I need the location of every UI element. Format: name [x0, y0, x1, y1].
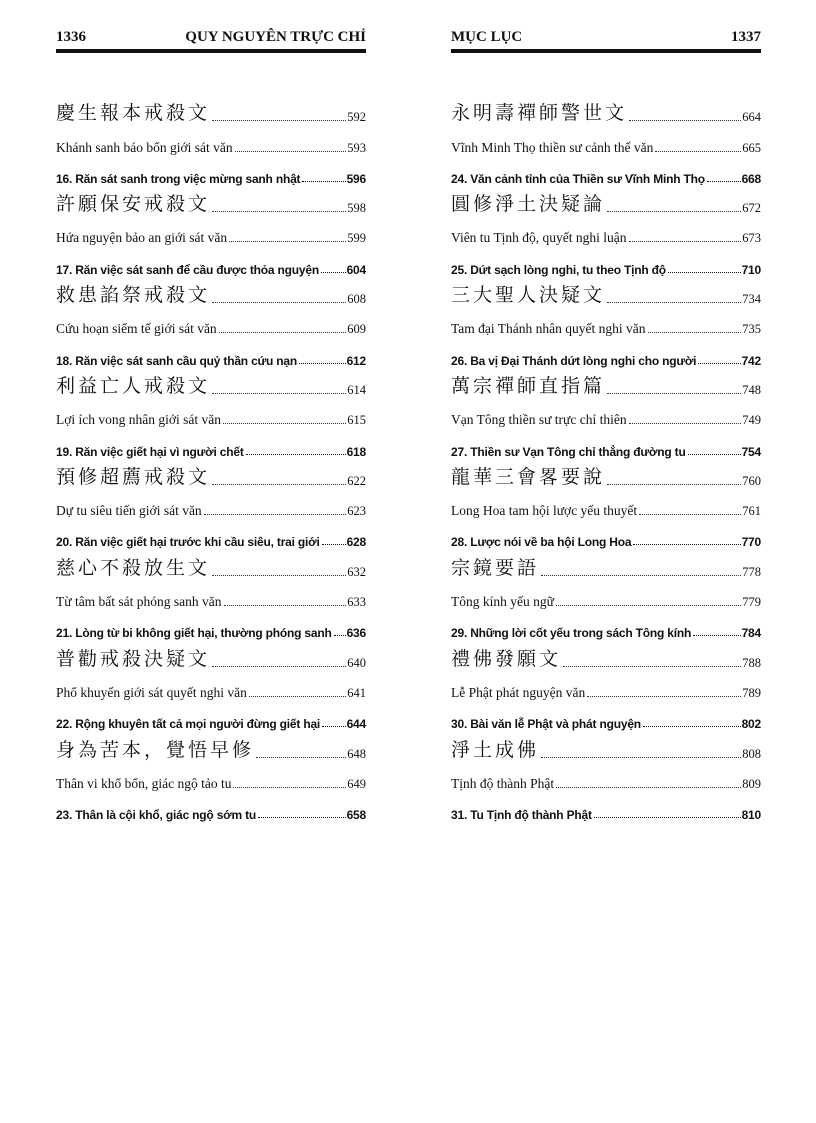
toc-entry-page: 649 — [347, 776, 366, 791]
toc-entry-page: 734 — [742, 292, 761, 307]
toc-entry — [451, 428, 761, 458]
toc-entry-page: 612 — [346, 353, 366, 368]
dot-leader — [219, 332, 347, 333]
dot-leader — [212, 120, 346, 121]
toc-entry — [451, 489, 761, 519]
toc-entry-page: 668 — [741, 171, 761, 186]
toc-entry-title: 29. Những lời cốt yếu trong sách Tông kính — [451, 626, 692, 641]
toc-entry — [56, 307, 366, 337]
toc-entry-page: 640 — [347, 655, 366, 670]
dot-leader — [322, 544, 346, 545]
right-header-rule — [451, 49, 761, 53]
left-page — [56, 26, 366, 822]
toc-entry-title: 慈心不殺放生文 — [56, 556, 211, 579]
toc-entry-title: Tông kính yếu ngữ — [451, 594, 554, 610]
toc-entry-title: Lễ Phật phát nguyện văn — [451, 684, 586, 700]
toc-entry — [56, 731, 366, 761]
dot-leader — [629, 120, 741, 121]
toc-entry — [56, 549, 366, 579]
toc-entry — [451, 277, 761, 307]
dot-leader — [541, 757, 741, 758]
toc-entry-title: 25. Dứt sạch lòng nghi, tu theo Tịnh độ — [451, 262, 666, 277]
toc-entry — [56, 489, 366, 519]
toc-entry-title: 17. Răn việc sát sanh để cầu được thỏa nguyện — [56, 262, 319, 277]
toc-entry — [56, 246, 366, 276]
toc-entry — [56, 671, 366, 701]
toc-entry-page: 761 — [742, 504, 761, 519]
dot-leader — [223, 423, 346, 424]
toc-entry-title: 利益亡人戒殺文 — [56, 374, 211, 397]
toc-entry — [56, 216, 366, 246]
toc-entry-title: Vĩnh Minh Thọ thiền sư cảnh thế văn — [451, 139, 654, 155]
toc-entry-page: 760 — [742, 473, 761, 488]
toc-entry — [56, 792, 366, 822]
toc-entry-page: 658 — [346, 808, 366, 823]
dot-leader — [556, 605, 741, 606]
toc-entry — [451, 216, 761, 246]
dot-leader — [212, 393, 346, 394]
right-page — [451, 26, 761, 822]
dot-leader — [698, 363, 740, 364]
toc-entry-page: 735 — [742, 322, 761, 337]
toc-entry — [451, 731, 761, 761]
toc-entry-page: 779 — [742, 595, 761, 610]
toc-entry-page: 664 — [742, 110, 761, 125]
toc-entry-page: 808 — [742, 746, 761, 761]
toc-entry-title: Cứu hoạn siểm tế giới sát văn — [56, 321, 217, 337]
toc-entry-title: 24. Văn cảnh tỉnh của Thiền sư Vĩnh Minh Thọ — [451, 171, 705, 186]
toc-entry-page: 673 — [742, 231, 761, 246]
toc-entry — [56, 368, 366, 398]
toc-entry-title: Thân vi khổ bổn, giác ngộ tảo tu — [56, 775, 232, 791]
dot-leader — [322, 726, 346, 727]
toc-entry-page: 622 — [347, 473, 366, 488]
toc-entry-title: Từ tâm bất sát phóng sanh văn — [56, 594, 222, 610]
toc-entry-title: 龍華三會畧要說 — [451, 465, 606, 488]
toc-entry-title: 預修超薦戒殺文 — [56, 465, 211, 488]
toc-entry-page: 592 — [347, 110, 366, 125]
toc-entry-title: 宗鏡要語 — [451, 556, 540, 579]
toc-entry — [56, 125, 366, 155]
toc-entry-page: 802 — [741, 717, 761, 732]
toc-entry — [56, 428, 366, 458]
toc-entry — [56, 398, 366, 428]
dot-leader — [302, 181, 345, 182]
dot-leader — [648, 332, 742, 333]
toc-entry-page: 598 — [347, 201, 366, 216]
toc-entry-title: Tam đại Thánh nhân quyết nghi văn — [451, 321, 646, 337]
toc-entry-page: 648 — [347, 746, 366, 761]
toc-entry-page: 641 — [347, 685, 366, 700]
dot-leader — [249, 696, 346, 697]
dot-leader — [233, 787, 346, 788]
dot-leader — [655, 151, 741, 152]
left-page-header — [56, 26, 366, 48]
toc-entry-page: 788 — [742, 655, 761, 670]
dot-leader — [204, 514, 347, 515]
dot-leader — [563, 666, 741, 667]
toc-entry — [56, 519, 366, 549]
toc-entry-title: 圓修淨土決疑論 — [451, 193, 606, 216]
dot-leader — [688, 454, 741, 455]
left-header-rule — [56, 49, 366, 53]
toc-entry-page: 665 — [742, 140, 761, 155]
toc-entry-title: Tịnh độ thành Phật — [451, 775, 555, 791]
toc-entry — [451, 186, 761, 216]
toc-entry-title: 救患諂祭戒殺文 — [56, 284, 211, 307]
toc-entry-title: 21. Lòng từ bi không giết hại, thường phóng sanh — [56, 626, 332, 641]
toc-entry-title: 28. Lược nói về ba hội Long Hoa — [451, 535, 632, 550]
toc-entry — [56, 156, 366, 186]
toc-entry — [56, 640, 366, 670]
toc-entry — [56, 762, 366, 792]
toc-entry — [56, 337, 366, 367]
dot-leader — [246, 454, 346, 455]
toc-entry — [451, 307, 761, 337]
dot-leader — [299, 363, 346, 364]
toc-entry-title: 30. Bài văn lễ Phật và phát nguyện — [451, 717, 641, 732]
toc-entry — [56, 701, 366, 731]
toc-entry-title: 三大聖人決疑文 — [451, 284, 606, 307]
dot-leader — [256, 757, 346, 758]
dot-leader — [212, 575, 346, 576]
toc-entry — [451, 368, 761, 398]
dot-leader — [629, 241, 742, 242]
toc-entry-title: 身為苦本，覺悟早修 — [56, 738, 255, 761]
toc-entry-page: 614 — [347, 382, 366, 397]
left-page-number: 1336 — [56, 29, 86, 45]
toc-entry-title: Lợi ích vong nhân giới sát văn — [56, 412, 221, 428]
dot-leader — [607, 484, 741, 485]
toc-entry — [451, 459, 761, 489]
toc-entry — [56, 277, 366, 307]
toc-entry-title: Hứa nguyện bảo an giới sát văn — [56, 230, 228, 246]
toc-entry-page: 710 — [741, 262, 761, 277]
toc-entry-page: 784 — [741, 626, 761, 641]
dot-leader — [212, 484, 346, 485]
toc-entry-title: Long Hoa tam hội lược yếu thuyết — [451, 503, 638, 519]
toc-entry — [451, 519, 761, 549]
toc-entry-page: 644 — [346, 717, 366, 732]
dot-leader — [643, 726, 741, 727]
right-page-number: 1337 — [731, 29, 761, 45]
dot-leader — [556, 787, 741, 788]
toc-entry — [451, 337, 761, 367]
dot-leader — [607, 302, 741, 303]
toc-entry-title: 19. Răn việc giết hại vì người chết — [56, 444, 244, 459]
dot-leader — [668, 272, 741, 273]
toc-entry-title: 31. Tu Tịnh độ thành Phật — [451, 808, 592, 823]
dot-leader — [212, 211, 346, 212]
toc-entry — [451, 580, 761, 610]
toc-entry-page: 770 — [741, 535, 761, 550]
toc-entry — [56, 186, 366, 216]
toc-entry-title: 萬宗禪師直指篇 — [451, 374, 606, 397]
toc-entry-page: 809 — [742, 776, 761, 791]
toc-entry — [451, 125, 761, 155]
dot-leader — [224, 605, 347, 606]
toc-entry-title: Khánh sanh báo bổn giới sát văn — [56, 139, 233, 155]
toc-entry-title: 許願保安戒殺文 — [56, 193, 211, 216]
toc-entry — [451, 95, 761, 125]
dot-leader — [629, 423, 742, 424]
dot-leader — [693, 635, 740, 636]
toc-entry-title: 慶生報本戒殺文 — [56, 102, 211, 125]
toc-entry-page: 672 — [742, 201, 761, 216]
toc-entry-page: 608 — [347, 292, 366, 307]
toc-entry-page: 754 — [741, 444, 761, 459]
right-page-header — [451, 26, 761, 48]
dot-leader — [258, 817, 346, 818]
toc-entry-title: Phổ khuyến giới sát quyết nghi văn — [56, 684, 247, 700]
dot-leader — [633, 544, 740, 545]
toc-entry-title: 16. Răn sát sanh trong việc mừng sanh nhật — [56, 171, 301, 186]
toc-entry — [56, 95, 366, 125]
toc-entry-page: 633 — [347, 595, 366, 610]
dot-leader — [321, 272, 346, 273]
toc-entry — [451, 246, 761, 276]
toc-entry — [56, 580, 366, 610]
right-toc-list — [451, 95, 761, 822]
toc-entry — [451, 156, 761, 186]
dot-leader — [334, 635, 346, 636]
toc-entry-page: 596 — [346, 171, 366, 186]
toc-entry-page: 604 — [346, 262, 366, 277]
dot-leader — [212, 302, 346, 303]
toc-entry — [451, 640, 761, 670]
toc-entry-title: 26. Ba vị Đại Thánh dứt lòng nghi cho người — [451, 353, 697, 368]
right-running-title: MỤC LỤC — [451, 29, 523, 45]
toc-entry — [451, 398, 761, 428]
toc-entry-page: 636 — [346, 626, 366, 641]
toc-entry-page: 599 — [347, 231, 366, 246]
toc-entry-page: 632 — [347, 564, 366, 579]
dot-leader — [607, 393, 741, 394]
dot-leader — [541, 575, 741, 576]
left-toc-list — [56, 95, 366, 822]
left-running-title: QUY NGUYÊN TRỰC CHỈ — [185, 29, 366, 45]
toc-entry — [451, 701, 761, 731]
toc-entry-page: 778 — [742, 564, 761, 579]
toc-entry — [451, 762, 761, 792]
toc-entry — [451, 549, 761, 579]
toc-entry-title: 永明壽禪師警世文 — [451, 102, 628, 125]
toc-entry-title: 22. Rộng khuyên tất cả mọi người đừng giết hại — [56, 717, 321, 732]
toc-entry-page: 742 — [741, 353, 761, 368]
toc-entry-page: 623 — [347, 504, 366, 519]
toc-entry-title: 18. Răn việc sát sanh cầu quỷ thần cứu nạn — [56, 353, 298, 368]
toc-entry — [56, 610, 366, 640]
toc-entry-page: 593 — [347, 140, 366, 155]
toc-entry-title: Vạn Tông thiền sư trực chỉ thiên — [451, 412, 627, 428]
toc-entry-page: 789 — [742, 685, 761, 700]
toc-entry — [451, 671, 761, 701]
toc-entry-title: 27. Thiền sư Vạn Tông chỉ thẳng đường tu — [451, 444, 686, 459]
toc-entry-title: 23. Thân là cội khổ, giác ngộ sớm tu — [56, 808, 257, 823]
toc-entry-page: 810 — [741, 808, 761, 823]
dot-leader — [212, 666, 346, 667]
toc-entry-page: 618 — [346, 444, 366, 459]
toc-entry-page: 748 — [742, 382, 761, 397]
dot-leader — [594, 817, 741, 818]
toc-entry-title: Dự tu siêu tiến giới sát văn — [56, 503, 202, 519]
toc-entry-page: 628 — [346, 535, 366, 550]
toc-entry-title: 淨土成佛 — [451, 738, 540, 761]
toc-entry-page: 615 — [347, 413, 366, 428]
toc-entry-page: 609 — [347, 322, 366, 337]
dot-leader — [607, 211, 741, 212]
dot-leader — [229, 241, 346, 242]
toc-entry — [56, 459, 366, 489]
toc-entry-title: 20. Răn việc giết hại trước khi cầu siêu, trai giới — [56, 535, 320, 550]
dot-leader — [639, 514, 741, 515]
toc-entry — [451, 610, 761, 640]
toc-entry-page: 749 — [742, 413, 761, 428]
dot-leader — [707, 181, 741, 182]
dot-leader — [587, 696, 741, 697]
dot-leader — [235, 151, 347, 152]
toc-entry-title: Viên tu Tịnh độ, quyết nghi luận — [451, 230, 627, 246]
toc-entry-title: 普勸戒殺決疑文 — [56, 647, 211, 670]
toc-entry-title: 禮佛發願文 — [451, 647, 562, 670]
toc-entry — [451, 792, 761, 822]
